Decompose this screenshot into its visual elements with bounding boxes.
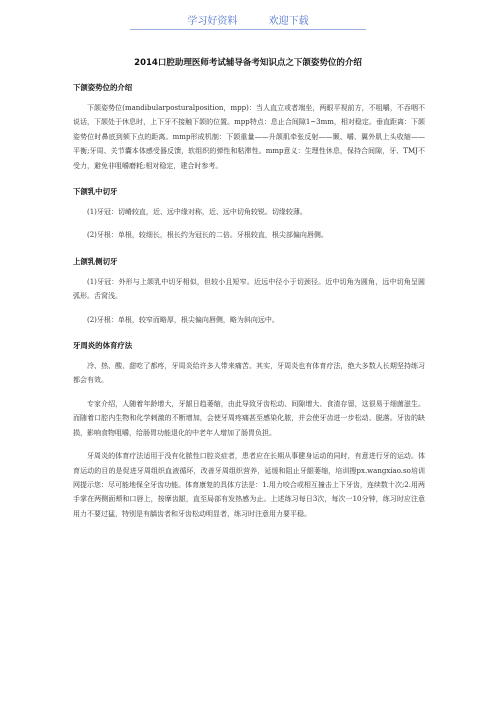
paragraph: (1)牙冠：外形与上颌乳中切牙相似，但较小且短窄。近远中径小于切颈径。近中切角为圆角，远中切角呈圆弧形。舌窝浅。 bbox=[73, 277, 425, 301]
page-header bbox=[130, 12, 366, 30]
paragraph: 牙周炎的体育疗法适用于没有化脓性口腔炎症者，患者应在长期从事健身运动的同时，有意进行牙的运动。体育运动的目的是促进牙周组织血液循环，改善牙周组织营养，延缓和阻止牙龈萎缩，培训搜px.wangxiao.so培训网提示您：尽可能地保全牙齿功能。体育康复的具体方法是：1.用力咬合或相互撞击上下牙齿，连续数十次;2.用两手掌在两侧面颊和口唇上，按摩齿龈，直至局部有发热感为止。上述练习每日3次，每次一10分钟，练习时应注意用力不要过猛，特别是有龋齿者和牙齿松动明显者，练习时注意用力要平稳。 bbox=[73, 452, 425, 518]
paragraph: 冷、热、酸、甜吃了都疼，牙周炎给许多人带来痛苦。其实，牙周炎也有体育疗法，绝大多数人长期坚持练习都会有效。 bbox=[73, 362, 425, 385]
document-title: 2014口腔助理医师考试辅导备考知识点之下颌姿势位的介绍 bbox=[134, 58, 362, 68]
paragraph: (2)牙根：单根，较窄而略厚，根尖偏向唇侧，略为斜向远中。 bbox=[87, 315, 279, 324]
header-right-text: 欢迎下载 bbox=[268, 16, 309, 27]
section-heading: 下颌乳中切牙 bbox=[73, 187, 118, 197]
document-body bbox=[73, 82, 425, 530]
header-left-text: 学习好资料 bbox=[187, 16, 238, 27]
paragraph: (1)牙冠：切嵴较直，近、远中缘对称，近、远中切角较锐。切缘较薄。 bbox=[87, 208, 307, 217]
paragraph: (2)牙根：单根，较细长，根长约为冠长的二倍。牙根较直，根尖部偏向唇侧。 bbox=[87, 231, 328, 240]
section-heading: 下颌姿势位的介绍 bbox=[73, 83, 133, 92]
paragraph: 专家介绍，人随着年龄增大，牙龈日趋萎缩，由此导致牙齿松动、间隙增大、食渣存留，这很易于细菌滋生。而随着口腔内生物和化学刺激的不断增加，会使牙周疼痛甚至感染化脓，并会使牙齿进一步松动、脱落。牙齿的缺损，影响食物咀嚼，给肠胃功能退化的中老年人增加了肠胃负担。 bbox=[73, 399, 425, 437]
section-heading: 牙周炎的体育疗法 bbox=[73, 341, 133, 351]
section-heading: 上颌乳侧切牙 bbox=[73, 256, 118, 266]
paragraph: 下颌姿势位(mandibularposturalposition，mpp)：当人直立或者端坐，两眼平视前方，不咀嚼，不吞咽不说话，下颌处于休息时，上下牙不接触下颌的位置。mpp特点：息止合间隙1~3mm，相对稳定。垂直距离：下颌姿势位时鼻底到颏下点的距离。mmp形成机制：下颌重量——升颌肌牵张反射——颞、嚼、翼外肌上头收缩——平衡;牙周、关节囊本体感受器反馈，软组织的弹性和粘滞性。mmp意义：生理性休息，保持合间隙，牙、TMJ不受力，避免非咀嚼磨耗;相对稳定，建合时参考。 bbox=[73, 104, 425, 170]
